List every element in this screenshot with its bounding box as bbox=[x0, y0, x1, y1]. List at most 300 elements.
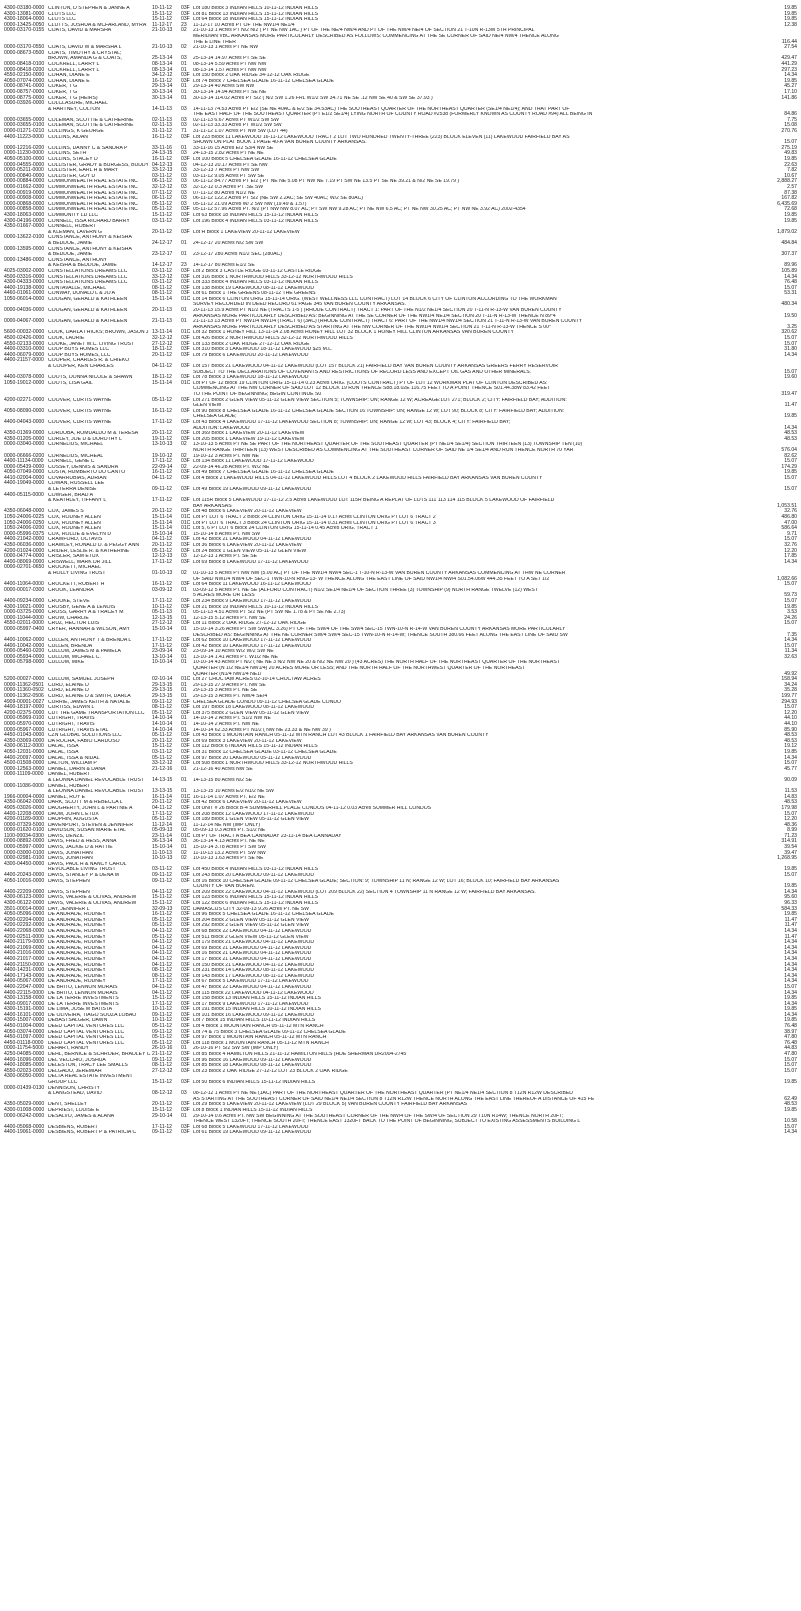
district-code: 03F bbox=[181, 933, 190, 940]
section-township-range: 05-11-12 bbox=[152, 754, 173, 761]
legal-description: 29-13-15 3 Acres PT. NE SE bbox=[193, 688, 258, 694]
legal-description: 05-11-12 57.96 Acres PT. N/2 (PT NW NW 8.07 AC; PT SW NW 9.28 AC; PT NE NW 6.5 AC; PT NE NW 30.25 AC; PT NW NE 3.92 AC) 2002-4354 bbox=[193, 207, 526, 213]
amount-due: 15.07 bbox=[784, 1056, 797, 1063]
legal-description: Lot 5, 6 PT LOT 6 Block 24 CLINTON ORIG 15-11-14 0.45 Acres ORIG. TRACT 1 bbox=[193, 526, 378, 532]
parcel-number: 0000-03655-0100 bbox=[4, 122, 45, 129]
section-township-range: 20-11-12 bbox=[152, 351, 173, 358]
amount-due: 19.85 bbox=[784, 77, 797, 84]
parcel-number: 4350-06036-0000 bbox=[4, 542, 45, 548]
legal-description: NORTH RANGE THIRTEEN (13) WEST DESCRIBED AS COMMENCING AT THE SOUTHEAST CORNER OF SAID NE 1/4 SE1/4 AND RUN THENCE NORTH 70 YAR bbox=[193, 447, 574, 453]
district-code: 01 bbox=[181, 1045, 187, 1052]
section-township-range: 04-11-12 bbox=[152, 927, 173, 934]
owner-name: COVARRUBIAS, ADRIAN bbox=[48, 475, 107, 481]
section-township-range: 24-13-15 bbox=[152, 150, 173, 157]
amount-due: 15.08 bbox=[784, 122, 797, 129]
legal-description: 13-10-14 1.41 Acres PT. W1/2 NE NE bbox=[193, 654, 278, 660]
parcel-number: 0000-13425-0050 bbox=[4, 21, 45, 28]
section-township-range: 08-11-12 bbox=[152, 1062, 173, 1069]
district-code: 01 bbox=[181, 821, 187, 828]
district-code: 02 bbox=[181, 441, 187, 448]
district-code: 03F bbox=[181, 922, 190, 929]
section-township-range: 10-11-12 bbox=[152, 1006, 173, 1013]
amount-due: 15.07 bbox=[784, 474, 797, 481]
amount-due: 294.93 bbox=[781, 698, 797, 705]
district-code: 03F bbox=[181, 418, 190, 425]
parcel-number: 4500-01508-0000 bbox=[4, 760, 45, 767]
amount-due: 15.07 bbox=[784, 581, 797, 588]
amount-due: 11.47 bbox=[784, 916, 797, 923]
district-code: 01 bbox=[181, 844, 187, 851]
owner-name: COATS, DAVID & MARSHA bbox=[48, 28, 112, 34]
owner-name: COOVER, CURTIS WAYNE bbox=[48, 408, 112, 414]
section-township-range: 15-11-12 bbox=[152, 1079, 173, 1085]
amount-due: 76.48 bbox=[784, 1039, 797, 1046]
parcel-number: 4300-04450-0000 bbox=[4, 860, 45, 867]
parcel-number: 4400-05068-0000 bbox=[4, 1123, 45, 1130]
district-code: 03F bbox=[181, 1051, 190, 1058]
section-township-range: 05-11-12 bbox=[152, 732, 173, 739]
owner-name: COLLINGS, K GEORGE bbox=[48, 129, 104, 135]
legal-description: Lot 79 Block 6 LAKEWOOD 20-11-12 LAKEWOOD bbox=[193, 352, 309, 358]
legal-description: Lot 208 Block 12 LAKEWOOD 17-11-12 LAKEWOOD bbox=[193, 811, 315, 817]
district-code: 03 bbox=[181, 122, 187, 129]
legal-description: 02-11-13 33.33 Acres PT W1/2 SW SW bbox=[193, 123, 282, 129]
owner-name: DEED CAPITAL VENTURES LLC bbox=[48, 1024, 125, 1030]
section-township-range: 30-13-14 bbox=[152, 94, 173, 101]
owner-name: DE ANDRADE, RODNEY bbox=[48, 968, 106, 974]
legal-description: Lot 369 Block 1 LAKEVIEW 20-11-12 LAKEVIEW bbox=[193, 431, 305, 437]
amount-due: 19.85 bbox=[784, 748, 797, 755]
owner-name: COOGAN, GERALD & KATHLEEN bbox=[48, 296, 128, 302]
parcel-number: 4050-08090-0000 bbox=[4, 407, 45, 414]
owner-name: DAVENPORT, STEVEN & JENNIFER bbox=[48, 822, 134, 828]
parcel-number: 0000-08741-0000 bbox=[4, 83, 45, 90]
owner-name: DE ANDRADE, RODNEY bbox=[48, 923, 106, 929]
parcel-number: 0000-13622-0100 bbox=[4, 234, 45, 241]
legal-description: 36-13-14 4.13 Acres PT. NE NE bbox=[193, 839, 265, 845]
legal-description: Lot 4 Block 1 MOUNTAIN RANCH 05-11-12 MTN RANCH bbox=[193, 1024, 324, 1030]
parcel-number: 4450-01097-0000 bbox=[4, 1034, 45, 1041]
legal-description: Lot 17 Block 9 LAKEWOOD 17-11-12 LAKEWOOD bbox=[193, 1001, 309, 1007]
owner-name: COOK, DARLA I HICKS; BROWN, JASON J bbox=[48, 330, 149, 336]
district-code: 01 bbox=[181, 94, 187, 101]
section-township-range: 21-10-13 bbox=[152, 27, 173, 34]
legal-description: 14-13-15 80 Acres N/2 SE bbox=[193, 777, 253, 783]
amount-due: 19.85 bbox=[784, 995, 797, 1002]
owner-name: COCKRELL, LARRY L bbox=[48, 61, 100, 67]
section-township-range: 09-11-12 bbox=[152, 877, 173, 884]
parcel-number: 4300-06123-0000 bbox=[4, 894, 45, 901]
parcel-number: 4450-01004-0000 bbox=[4, 1023, 45, 1030]
section-township-range: 02-11-13 bbox=[152, 116, 173, 123]
legal-description: 33-11-16 15 Acres E/2 S3/4 NW SE bbox=[193, 145, 274, 151]
parcel-number: 4400-21016-0000 bbox=[4, 950, 45, 957]
amount-due: 19.85 bbox=[784, 1017, 797, 1024]
legal-description: 23-12-17 280 Acres N1/2 SEC (280AC) bbox=[193, 252, 282, 258]
amount-due: 14.34 bbox=[784, 927, 797, 934]
legal-description: Lot 8 Block 1 INDIAN HILLS 15-11-12 INDIAN HILLS bbox=[193, 1107, 313, 1113]
legal-description: 31-11-12 1.07 Acres PT NW SW (LOT 44) bbox=[193, 129, 288, 135]
legal-description: Lot 48 Block 6 LAKEVIEW 20-11-12 LAKEVIEW bbox=[193, 509, 302, 515]
district-code: 03F bbox=[181, 1023, 190, 1030]
amount-due: 307.37 bbox=[781, 251, 797, 258]
legal-description: Lot 62 Block 10 LAKEWOOD 17-11-12 LAKEWOOD bbox=[193, 638, 312, 644]
legal-description: SUBJECT TO THE DECLARATIONS OF COVENANTS AND RESTRICTIONS OF RECORD LESS AND EXCEPT OIL GAS AND OTHER MINERALS. bbox=[193, 369, 532, 375]
legal-description: Lot 47 Block 22 LAKEWOOD 04-11-12 LAKEWOOD bbox=[193, 984, 312, 990]
district-code: 03F bbox=[181, 939, 190, 946]
owner-name: DEED CAPITAL VENTURES LLC bbox=[48, 1029, 125, 1035]
section-township-range: 16-11-14 bbox=[152, 793, 173, 800]
owner-name: DE BRITO, LENNON MORAIS bbox=[48, 990, 118, 996]
parcel-number: 4300-18064-0000 bbox=[4, 16, 45, 23]
legal-description: 08-12-12 1 Acres PT NE NE (1AC) PART OF THE NORTHEAST QUARTER OF THE NORTHEAST QUARTER (PT NE1/4 NE1/4 SECTION 8 T12N R12W DESCRIBED bbox=[193, 1091, 573, 1097]
owner-name: CUTRIGHT, TRAVIS bbox=[48, 716, 95, 722]
parcel-number: 4400-09234-0000 bbox=[4, 597, 45, 604]
section-township-range: 15-10-14 bbox=[152, 530, 173, 537]
amount-due: 14.34 bbox=[784, 972, 797, 979]
district-code: 03F bbox=[181, 620, 190, 627]
amount-due: 15.07 bbox=[784, 335, 797, 342]
section-township-range: 06-11-12 bbox=[152, 178, 173, 185]
district-code: 03F bbox=[181, 407, 190, 414]
amount-due: 1,082.66 bbox=[777, 575, 797, 582]
amount-due: 14.34 bbox=[784, 989, 797, 996]
legal-description: 14-12-17 80 Acres E1/2 SE bbox=[193, 263, 255, 269]
amount-due: 3.53 bbox=[787, 609, 797, 616]
section-township-range: 16-11-12 bbox=[152, 156, 173, 163]
legal-description: Lot 209 Block 22 LAKEWOOD 04-11-12 LAKEWOOD (LOT 209 BLOCK 22) SECTION 4 TOWNSHIP 11 N RANGE 12 W; FAIRFIELD BAY ARKANSAS. bbox=[193, 889, 536, 895]
district-code: 01 bbox=[181, 687, 187, 694]
section-township-range: 26-10-16 bbox=[152, 1045, 173, 1052]
parcel-number: 0000-05997-0400 bbox=[4, 625, 45, 632]
owner-name: DANIEL, DARIN & DANA bbox=[48, 766, 106, 772]
parcel-number: 4400-06079-0000 bbox=[4, 351, 45, 358]
parcel-number: 0000-08757-0000 bbox=[4, 88, 45, 95]
amount-due: 14.34 bbox=[784, 950, 797, 957]
legal-description: Lot 157 Block 21 LAKEWOOD 04-11-12 LAKEWOOD (LOT 157 BLOCK 21) FAIRFIELD BAY VAN BUREN COUNTY ARKANSAS GREERS FERRY RESERVOIR bbox=[193, 364, 558, 369]
amount-due: 19.85 bbox=[784, 413, 797, 420]
district-code: 03F bbox=[181, 290, 190, 297]
amount-due: 32.76 bbox=[784, 542, 797, 548]
legal-description: Lot 112 Block 6 INDIAN HILLS 15-11-12 INDIAN HILLS bbox=[193, 744, 318, 750]
parcel-number: 0000-00840-0000 bbox=[4, 172, 45, 179]
parcel-number: 0000-13595-0000 bbox=[4, 245, 45, 252]
owner-name: DAVIS, DENZIL bbox=[48, 833, 84, 839]
legal-description: 16-11-14 1.07 Acres PT. E/2 NE bbox=[193, 794, 265, 800]
district-code: 01C bbox=[181, 519, 191, 526]
section-township-range: 03-11-12 bbox=[152, 748, 173, 755]
parcel-number: 4400-18197-0000 bbox=[4, 704, 45, 711]
owner-name: DAY, JENNIFER L bbox=[48, 906, 90, 912]
amount-due: 39.47 bbox=[784, 849, 797, 856]
owner-name: COOPER, CHARLES R. & CHIEKO bbox=[48, 358, 130, 364]
district-code: 03F bbox=[181, 497, 190, 504]
parcel-number: 0000-12216-0200 bbox=[4, 144, 45, 151]
owner-name: COKER, T G bbox=[48, 84, 78, 90]
parcel-number: 4350-01369-0000 bbox=[4, 430, 45, 437]
owner-name: CUT THE GAME TRANSPORTATION LLC bbox=[48, 710, 145, 716]
owner-name: DALAL, ISSA & NIDAL bbox=[48, 755, 100, 761]
legal-description: 24-12-17 20 Acres N/2 SW SW bbox=[193, 240, 264, 246]
owner-name: CONNELL, ISSA RICHARD BARRY bbox=[48, 218, 130, 224]
legal-description: Lot 31 Block 12 CHELSEA GLADE 03-11-12 CHELSEA GLADE bbox=[193, 749, 337, 755]
legal-description: 08-13-14 5.59 Acres PT NW NW bbox=[193, 61, 267, 67]
legal-description: Lot 74 & 75 Block 3 CHELSEA GLADE 09-11-12 CHELSEA GLADE bbox=[193, 1029, 346, 1035]
owner-name: COSTA, HUMBERTO DO CANTO bbox=[48, 470, 126, 476]
parcel-number: 4050-07049-0000 bbox=[4, 469, 45, 476]
amount-due: 2,888.27 bbox=[777, 178, 797, 185]
section-township-range: 04-11-12 bbox=[152, 961, 173, 968]
parcel-number: 4300-01008-0000 bbox=[4, 1106, 45, 1113]
district-code: 03F bbox=[181, 737, 190, 744]
amount-due: 11.47 bbox=[784, 402, 797, 409]
district-code: 03F bbox=[181, 866, 190, 873]
parcel-number: 0000-04036-0000 bbox=[4, 307, 45, 314]
amount-due: 14.34 bbox=[784, 944, 797, 951]
legal-description: Lot 97 Block 20 LAKEWOOD 05-11-12 LAKEWOOD bbox=[193, 755, 312, 761]
owner-name: COMMONWEALTH REAL ESTATE INC bbox=[48, 185, 138, 190]
legal-description: 01-10-13 5 Acres PT NW NW (5.00 AC) PT OF THE NW1/4 NW/4 SEC-1 T-10-N R-13-W VAN BUREN COUNTY ARKANSAS COMMENCING AT THW NE CORNER bbox=[193, 570, 566, 576]
parcel-number: 0000-04067-0000 bbox=[4, 318, 45, 325]
legal-description: QUARTER (N 1/2 NE1/4 NW1/4) 20 ACRES MORE OR LESS; AND THE NORTH HALF OF THE NORTHWEST QUARTER OF THE NORTHEAST bbox=[193, 666, 526, 672]
amount-due: 15.07 bbox=[784, 1067, 797, 1074]
owner-name: COHAN, DIANE E bbox=[48, 78, 90, 84]
district-code: 03F bbox=[181, 363, 190, 369]
legal-description: Lot 67 Block 5 LAKEWOOD 17-11-12 LAKEWOOD bbox=[193, 979, 309, 985]
legal-description: 13-13-15 10 Acres E/2 N1/2 NE SW bbox=[193, 789, 274, 795]
district-code: 02 bbox=[181, 569, 187, 576]
parcel-number: 1050-24006-0250 bbox=[4, 519, 45, 526]
section-township-range: 10-10-13 bbox=[152, 855, 173, 862]
section-township-range: 18-11-12 bbox=[152, 374, 173, 381]
owner-name: DE LIMA, JOSE M BATISTA bbox=[48, 1007, 113, 1013]
owner-name: CLOTS LLC bbox=[48, 11, 76, 17]
legal-description: Lot 49 Block 19 LAKEWOOD 09-11-12 LAKEWOOD bbox=[193, 487, 312, 493]
section-township-range: 17-11-12 bbox=[152, 497, 173, 504]
district-code: 03F bbox=[181, 603, 190, 610]
owner-name: COMMONWEALTH REAL ESTATE INC bbox=[48, 201, 138, 207]
amount-due: 15.07 bbox=[784, 139, 797, 146]
section-township-range: 09-11-12 bbox=[152, 1056, 173, 1063]
district-code: 03F bbox=[181, 597, 190, 604]
owner-name: CULLEN, BRENDA bbox=[48, 643, 93, 649]
legal-description: Lot 115R Block 5 LAKEWOOD 17-11-12 2.5 Acres LAKEWOOD LOT 115R BEING A REPLAT OF LOTS 111 113 114 115 BLOCK 5 LAKEWOOD OF FAIRFIELD bbox=[193, 498, 555, 504]
legal-description: Lot 100 Block 5 CHELSEA GLADE 16-11-12 CHELSEA GLADE bbox=[193, 157, 337, 163]
parcel-number: 0000-03725-0000 bbox=[4, 609, 45, 616]
legal-description: 24-13-15 2.82 Acres PT NE NE bbox=[193, 151, 264, 157]
section-township-range: 29-13-15 bbox=[152, 681, 173, 688]
amount-due: 44.10 bbox=[784, 715, 797, 722]
legal-description: Lot 333 Block 4 INDIAN HILLS 03-11-12 INDIAN HILLS bbox=[193, 280, 319, 286]
amount-due: 19.85 bbox=[784, 16, 797, 23]
parcel-number: 4350-06042-0000 bbox=[4, 799, 45, 806]
amount-due: 14.34 bbox=[784, 955, 797, 962]
section-township-range: 04-11-12 bbox=[152, 950, 173, 957]
section-township-range: 02-11-13 bbox=[152, 122, 173, 129]
amount-due: 14.34 bbox=[784, 1011, 797, 1018]
owner-name: COOGAN, GERALD & KATHLEEN bbox=[48, 308, 128, 314]
parcel-number: 4400-17143-0000 bbox=[4, 972, 45, 979]
parcel-number: 0000-03655-0000 bbox=[4, 116, 45, 123]
parcel-number: 0000-04774-0000 bbox=[4, 553, 45, 560]
section-township-range: 11-12-14 bbox=[152, 821, 173, 828]
section-township-range: 15-10-14 bbox=[152, 625, 173, 632]
parcel-number: 4300-13081-0000 bbox=[4, 10, 45, 17]
legal-description: Lot 81 Block 13 INDIAN HILLS 15-11-12 INDIAN HILLS bbox=[193, 11, 319, 17]
legal-description: Lot PT OF 12 Block 19 CLINTON ORIG 15-11-14 0.23 Acres ORIG. (COOTS CONTRACT) PT OF LOT 12 WORKMAN PLAT OF CLINTON DESCRIBED AS: bbox=[193, 380, 548, 386]
legal-description: SURVEY RECORDED IN DEED RECORD 61 PAGE 345 VAN BUREN COUNTY ARKANSAS. bbox=[193, 302, 406, 308]
parcel-number: 4400-22209-0000 bbox=[4, 888, 45, 895]
district-code: 03 bbox=[181, 116, 187, 123]
section-township-range: 15-11-14 bbox=[152, 525, 173, 532]
district-code: 03F bbox=[181, 1101, 190, 1108]
district-code: 03F bbox=[181, 1079, 190, 1085]
amount-due: 48.53 bbox=[784, 799, 797, 806]
section-township-range: 17-11-12 bbox=[152, 810, 173, 817]
owner-name: COLLISTER, GUY D bbox=[48, 173, 96, 179]
parcel-number: 0000-00908-0000 bbox=[4, 195, 45, 202]
district-code: 03F bbox=[181, 72, 190, 79]
amount-due: 12.20 bbox=[784, 547, 797, 554]
legal-description: THE E LINE THER bbox=[193, 39, 236, 45]
parcel-number: 4400-20243-0000 bbox=[4, 872, 45, 879]
section-township-range: 11-12-17 bbox=[152, 21, 173, 28]
owner-name: CULLEN, ANTHONY T & BRENDA L bbox=[48, 638, 132, 644]
amount-due: 31.80 bbox=[784, 346, 797, 353]
parcel-number: 4450-01043-0000 bbox=[4, 732, 45, 739]
parcel-number: 4200-02204-0000 bbox=[4, 916, 45, 923]
amount-due: 314.91 bbox=[781, 838, 797, 845]
parcel-number: 4400-22068-0000 bbox=[4, 927, 45, 934]
parcel-number: 1050-24006-0200 bbox=[4, 525, 45, 532]
amount-due: 19.50 bbox=[784, 312, 797, 319]
district-code: 03F bbox=[181, 704, 190, 711]
amount-due: 275.19 bbox=[781, 144, 797, 151]
section-township-range: 20-11-12 bbox=[152, 228, 173, 235]
legal-description: 19-10-12 3 Acres PT. NW NE bbox=[193, 453, 259, 459]
parcel-number: 4400-22047-0000 bbox=[4, 983, 45, 990]
owner-name: DESALVO, JAMES & ALANA bbox=[48, 1113, 115, 1119]
legal-description: Lot 63 Block 18 INDIAN HILLS 15-11-12 INDIAN HILLS bbox=[193, 212, 319, 218]
district-code: 01 bbox=[181, 88, 187, 95]
amount-due: 14.34 bbox=[784, 1129, 797, 1136]
amount-due: 87.38 bbox=[784, 189, 797, 196]
district-code: 03F bbox=[181, 916, 190, 923]
section-township-range: 03-11-12 bbox=[152, 172, 173, 179]
legal-description: 07-11-12 80 Acres N1/2 NE bbox=[193, 190, 255, 196]
amount-due: 11.34 bbox=[784, 648, 797, 655]
owner-name: & LEONNA DANIEL REVOCABLE TRUST bbox=[48, 789, 144, 795]
legal-description: TO THE POINT OF BEGINNING; BEGIN CONTINUE S0 bbox=[193, 391, 322, 397]
legal-description: Lot 85 Block 4 HAMILTON HILLS 21-11-12 HAMILTON HILLS (HDE SHERMAN DR2004-2745 bbox=[193, 1052, 407, 1058]
parcel-number: 0000-06242-0000 bbox=[4, 1112, 45, 1119]
section-township-range: 05-11-12 bbox=[152, 1034, 173, 1041]
district-code: 03F bbox=[181, 961, 190, 968]
district-code: 03 bbox=[181, 161, 187, 168]
owner-name: DALAL, ISSA bbox=[48, 749, 79, 755]
parcel-number: 4905-03026-0000 bbox=[4, 804, 45, 811]
section-township-range: 09-11-12 bbox=[152, 1129, 173, 1136]
owner-name: CONSTANCE, ANTHONY & KEISHA bbox=[48, 246, 132, 252]
parcel-number: 4400-19138-0000 bbox=[4, 284, 45, 291]
owner-name: CROCKETT, MICHAEL bbox=[48, 565, 101, 571]
amount-due: 14.83 bbox=[784, 793, 797, 800]
district-code: 02C bbox=[181, 905, 191, 912]
section-township-range: 36-13-14 bbox=[152, 838, 173, 845]
amount-due: 19.85 bbox=[784, 10, 797, 17]
legal-description: ARKANSAS MORE PARTICULARLY DESCRIBED AS STARTING AT THE NW CORNER OF THE NW1/4 NW1/4 SECTION 21 T-11-N R-13-W THENCE S 00* bbox=[193, 324, 551, 330]
parcel-number: 1050-19012-0000 bbox=[4, 379, 45, 386]
parcel-number: 4400-21017-0000 bbox=[4, 955, 45, 962]
owner-name: CULLUM, SAMUEL JOSEPH bbox=[48, 677, 115, 683]
district-code: 02 bbox=[181, 44, 187, 51]
section-township-range: 27-12-12 bbox=[152, 620, 173, 627]
section-township-range: 18-11-12 bbox=[152, 346, 173, 353]
legal-description: Lot 96 Block 16 LAKEWOOD 09-11-12 LAKEWOOD bbox=[193, 1057, 312, 1063]
owner-name: DEHART, RANDY bbox=[48, 1046, 89, 1052]
parcel-number: 0000-00884-0000 bbox=[4, 178, 45, 185]
legal-description: GLEN VIEW bbox=[193, 403, 222, 409]
owner-name: COOP BUYS HOMES, LLC bbox=[48, 352, 111, 358]
amount-due: 14.34 bbox=[784, 967, 797, 974]
legal-description: 21-10-13 1 Acres PT NE NW bbox=[193, 45, 259, 51]
district-code: 03F bbox=[181, 995, 190, 1002]
parcel-number: 4450-01118-0000 bbox=[4, 1039, 44, 1046]
district-code: 03F bbox=[181, 486, 190, 493]
district-code: 03F bbox=[181, 435, 190, 442]
legal-description: 25-13-14 14.97 Acres PT SE SE bbox=[193, 56, 266, 62]
district-code: 03 bbox=[181, 195, 187, 202]
amount-due: 270.76 bbox=[781, 128, 797, 135]
parcel-number: 0000-03926-0000 bbox=[4, 100, 45, 107]
owner-name: COOVER, CURTIS WAYNE bbox=[48, 397, 112, 403]
parcel-number: 0000-00017-0300 bbox=[4, 586, 45, 593]
legal-description: Lot 50 Block 6 INDIAN HILLS 15-11-12 INDIAN HILLS bbox=[193, 1080, 316, 1085]
district-code: 03F bbox=[181, 547, 190, 554]
district-code: 03F bbox=[181, 536, 190, 543]
owner-name: COOK, LAURIE bbox=[48, 336, 85, 342]
legal-description: Lot 122 Block 6 INDIAN HILLS 15-11-12 INDIAN HILLS bbox=[193, 901, 319, 906]
district-code: 03 bbox=[181, 184, 187, 190]
district-code: 01 bbox=[181, 251, 187, 258]
amount-due: 71.23 bbox=[784, 832, 797, 839]
parcel-number: 4300-06122-0000 bbox=[4, 900, 45, 906]
section-township-range: 14-12-17 bbox=[152, 262, 173, 269]
parcel-number: 4400-03078-0000 bbox=[4, 374, 45, 381]
parcel-number: 0000-07329-5000 bbox=[4, 821, 45, 828]
district-code: 03F bbox=[181, 1017, 190, 1024]
section-township-range: 15-11-14 bbox=[152, 514, 173, 521]
district-code: 01C bbox=[181, 676, 191, 683]
parcel-number: 4300-13158-0000 bbox=[4, 995, 45, 1002]
parcel-number: 0000-03170-0155 bbox=[4, 27, 45, 34]
amount-due: 62.49 bbox=[784, 1095, 797, 1102]
owner-name: DAVIS, PAUL H & NANCY CAROL bbox=[48, 861, 127, 867]
legal-description: Lot 310 Block 3 LAKEWOOD 18-11-12 LAKEWOOD $25 M.L. bbox=[193, 347, 333, 353]
section-township-range: 09-11-12 bbox=[152, 872, 173, 879]
amount-due: 15.07 bbox=[784, 486, 797, 493]
section-township-range: 14-11-13 bbox=[152, 105, 173, 112]
legal-description: 29-13-14 40 Acres SW NW bbox=[193, 84, 255, 90]
parcel-number: 4400-19061-0000 bbox=[4, 1129, 45, 1136]
parcel-number: 1966-00004-0000 bbox=[4, 793, 45, 800]
legal-description: Lot 138 Block 19 LAKEWOOD 08-11-12 LAKEWOOD bbox=[193, 285, 315, 291]
parcel-number: 0000-00868-0000 bbox=[4, 200, 45, 207]
owner-name: & KEATHLEY, TIFFANY L bbox=[48, 498, 107, 504]
district-code: 03F bbox=[181, 637, 190, 644]
district-code: 01C bbox=[181, 793, 191, 800]
owner-name: DENT, SHELLEY bbox=[48, 1102, 88, 1108]
